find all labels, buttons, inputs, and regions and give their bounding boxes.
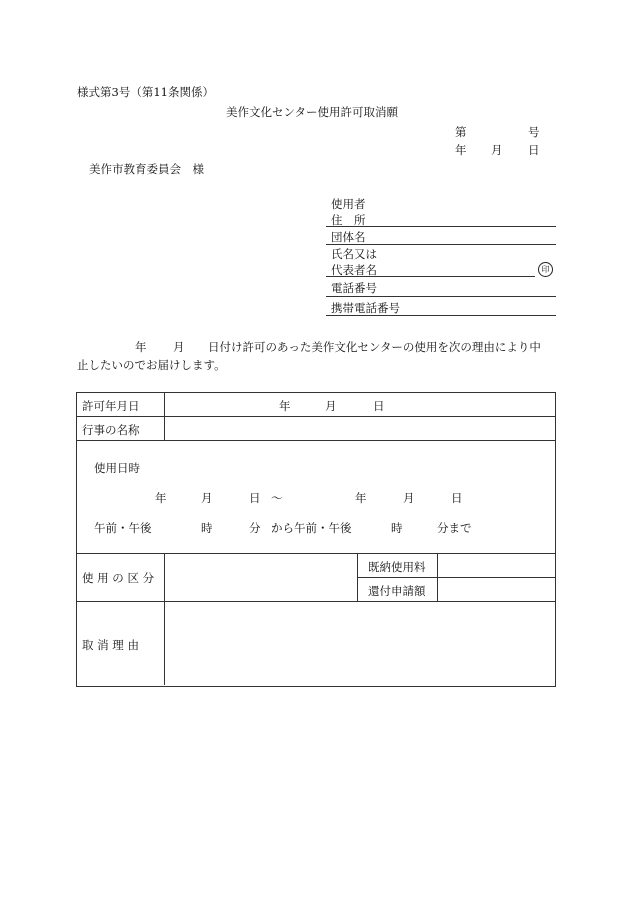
mobile-field[interactable] bbox=[326, 315, 556, 316]
permit-date-month: 月 bbox=[325, 399, 337, 413]
table-rule bbox=[357, 554, 358, 601]
date-day: 日 bbox=[528, 143, 540, 157]
table-rule bbox=[357, 577, 555, 578]
dt-month-1: 月 bbox=[201, 491, 213, 505]
name-field[interactable] bbox=[326, 276, 535, 277]
body-text-line1: 日付け許可のあった美作文化センターの使用を次の理由により中 bbox=[208, 340, 541, 354]
reason-field[interactable] bbox=[166, 603, 553, 684]
doc-no-dai: 第 bbox=[455, 125, 467, 139]
doc-no-go: 号 bbox=[528, 125, 540, 139]
dt-hour-1: 時 bbox=[201, 521, 213, 535]
permit-date-field[interactable] bbox=[166, 394, 553, 415]
dt-tilde: ～ bbox=[271, 491, 283, 505]
permit-date-label: 許可年月日 bbox=[82, 399, 140, 413]
applicant-user-label: 使用者 bbox=[331, 197, 366, 211]
category-label: 使 用 の 区 分 bbox=[82, 571, 155, 585]
dt-min-2: 分まで bbox=[437, 521, 472, 535]
table-rule bbox=[77, 416, 555, 417]
seal-icon: 印 bbox=[538, 262, 553, 277]
table-rule bbox=[164, 393, 165, 440]
table-rule bbox=[77, 440, 555, 441]
permit-date-year: 年 bbox=[279, 399, 291, 413]
date-year: 年 bbox=[455, 143, 467, 157]
address-field[interactable] bbox=[326, 226, 556, 227]
dt-from: から午前・午後 bbox=[271, 521, 352, 535]
table-rule bbox=[437, 554, 438, 601]
dt-hour-2: 時 bbox=[391, 521, 403, 535]
addressee: 美作市教育委員会 様 bbox=[89, 162, 204, 176]
event-name-label: 行事の名称 bbox=[82, 423, 140, 437]
datetime-label: 使用日時 bbox=[94, 461, 140, 475]
date-month: 月 bbox=[491, 143, 503, 157]
group-field[interactable] bbox=[326, 244, 556, 245]
body-month: 月 bbox=[173, 340, 185, 354]
dt-day-2: 日 bbox=[451, 491, 463, 505]
event-name-field[interactable] bbox=[166, 418, 553, 439]
body-year: 年 bbox=[135, 340, 147, 354]
paid-fee-field[interactable] bbox=[439, 555, 553, 576]
applicant-group-label: 団体名 bbox=[331, 230, 366, 244]
dt-year-1: 年 bbox=[155, 491, 167, 505]
form-number: 様式第3号（第11条関係） bbox=[77, 85, 214, 99]
category-field[interactable] bbox=[166, 555, 356, 600]
permit-date-day: 日 bbox=[373, 399, 385, 413]
table-rule bbox=[164, 554, 165, 685]
paid-fee-label: 既納使用料 bbox=[368, 560, 426, 574]
phone-field[interactable] bbox=[326, 296, 556, 297]
table-rule bbox=[77, 601, 555, 602]
table-rule bbox=[77, 553, 555, 554]
applicant-name-label-1: 氏名又は bbox=[331, 247, 377, 261]
dt-day-1: 日 bbox=[249, 491, 261, 505]
reason-label: 取 消 理 由 bbox=[82, 638, 139, 652]
page-title: 美作文化センター使用許可取消願 bbox=[226, 105, 399, 119]
dt-month-2: 月 bbox=[403, 491, 415, 505]
dt-min-1: 分 bbox=[249, 521, 261, 535]
applicant-mobile-label: 携帯電話番号 bbox=[331, 301, 400, 315]
body-text-line2: 止したいのでお届けします。 bbox=[77, 358, 226, 372]
dt-ampm-1: 午前・午後 bbox=[94, 521, 152, 535]
refund-field[interactable] bbox=[439, 579, 553, 600]
refund-label: 還付申請額 bbox=[368, 584, 426, 598]
applicant-address-label: 住 所 bbox=[331, 213, 366, 227]
dt-year-2: 年 bbox=[355, 491, 367, 505]
applicant-name-label-2: 代表者名 bbox=[331, 263, 377, 277]
applicant-phone-label: 電話番号 bbox=[331, 281, 377, 295]
